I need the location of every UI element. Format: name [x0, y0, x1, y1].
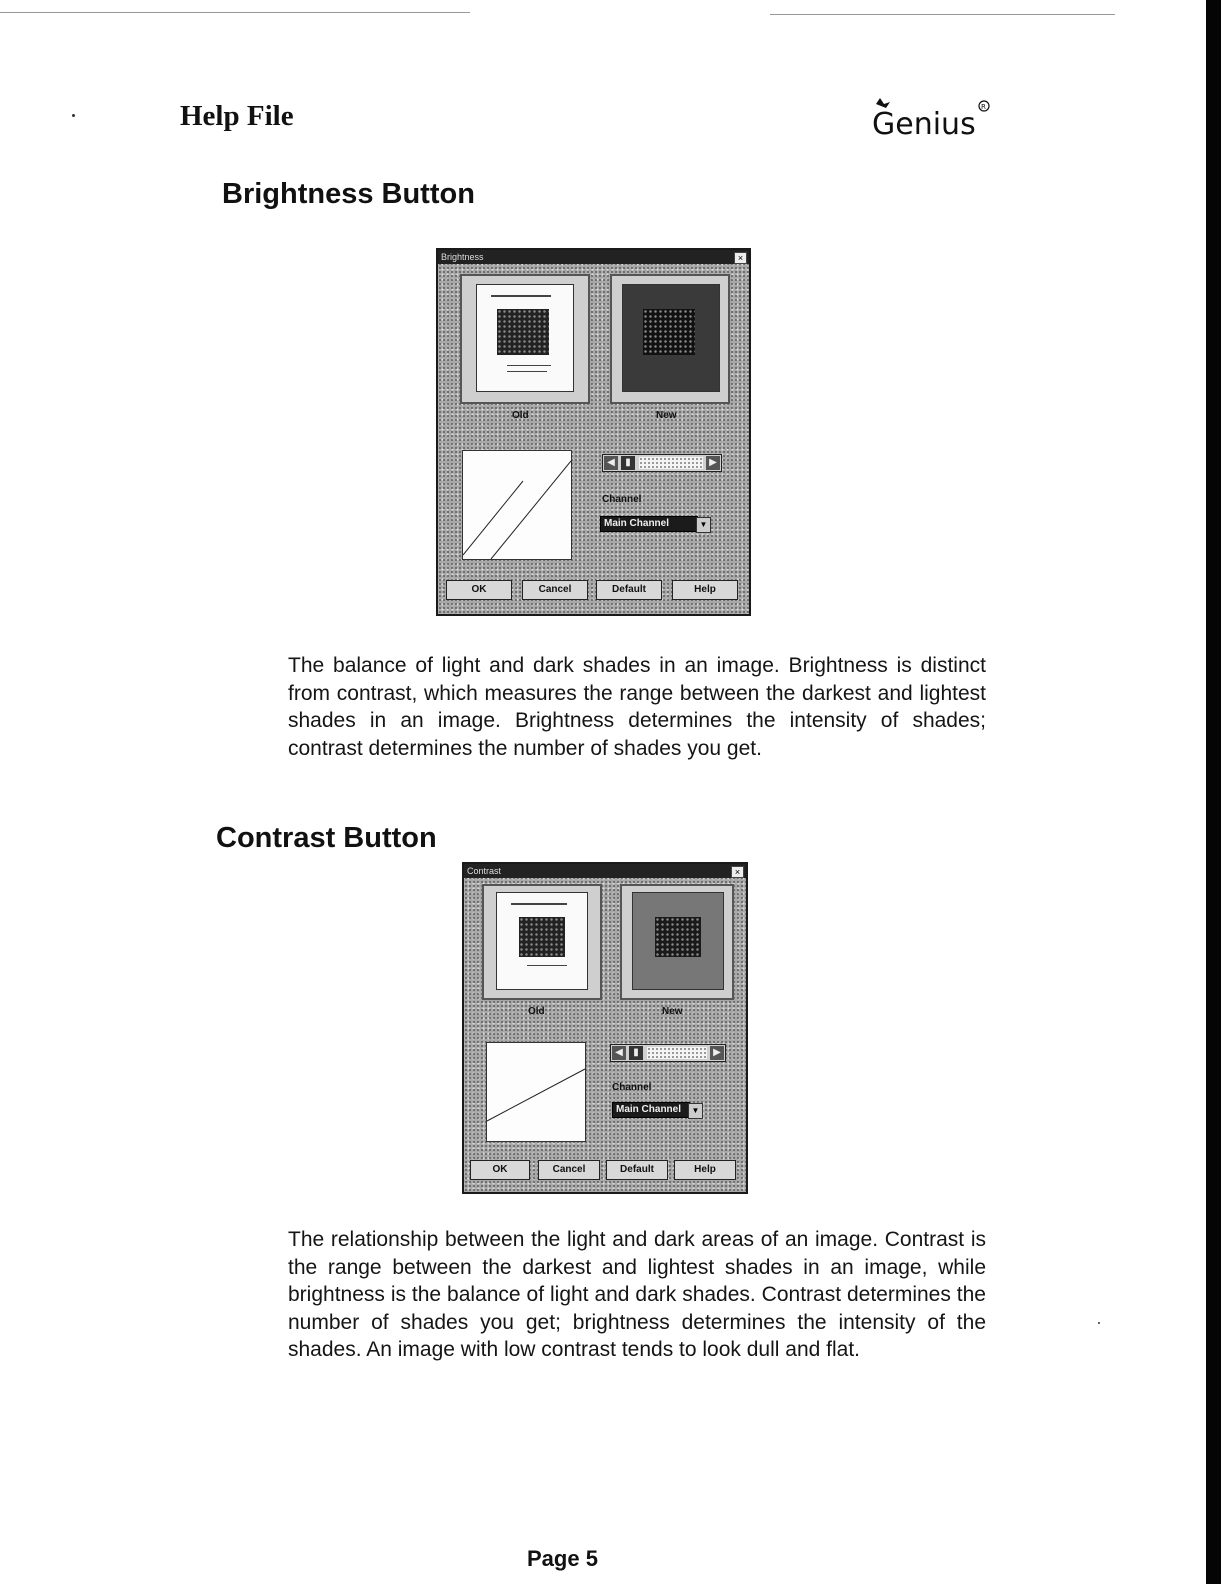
new-preview — [610, 274, 730, 404]
contrast-description: The relationship between the light and dark areas of an image. Contrast is the range between the darkest and lightest shades in an image, while brightness is the balance of light and dark shades. Contrast determines the number of shades you get; brightness determines the intensity of the shades. An image with low contrast tends to look dull and flat. — [288, 1228, 986, 1361]
slider-thumb[interactable]: ▮ — [621, 456, 635, 470]
chevron-down-icon[interactable]: ▼ — [688, 1103, 703, 1119]
slider-left-arrow-icon[interactable]: ◀ — [604, 456, 618, 470]
channel-label: Channel — [602, 494, 642, 505]
slider-left-arrow-icon[interactable]: ◀ — [612, 1046, 626, 1060]
cancel-button[interactable]: Cancel — [538, 1160, 600, 1180]
brightness-curve-graph — [462, 450, 572, 560]
preview-image — [497, 309, 549, 355]
cancel-button[interactable]: Cancel — [522, 580, 588, 600]
scan-edge-line-right — [770, 14, 1115, 15]
brightness-curve — [463, 451, 571, 559]
channel-dropdown[interactable] — [612, 1102, 700, 1118]
preview-text-line — [511, 903, 567, 905]
close-icon[interactable]: × — [734, 252, 747, 264]
channel-dropdown[interactable] — [600, 516, 708, 532]
default-button[interactable]: Default — [596, 580, 662, 600]
page-number: Page 5 — [527, 1546, 598, 1571]
ok-button[interactable]: OK — [446, 580, 512, 600]
preview-text-line — [491, 295, 551, 297]
dialog-titlebar — [464, 864, 746, 878]
brightness-dialog — [436, 248, 751, 616]
preview-text-line — [507, 365, 551, 366]
section-heading-contrast: Contrast Button — [216, 822, 437, 854]
new-label: New — [656, 410, 677, 421]
new-preview — [620, 884, 734, 1000]
dialog-titlebar — [438, 250, 749, 264]
contrast-curve-graph — [486, 1042, 586, 1142]
contrast-slider[interactable] — [610, 1044, 726, 1062]
help-button[interactable]: Help — [672, 580, 738, 600]
chevron-down-icon[interactable]: ▼ — [696, 517, 711, 533]
ok-button[interactable]: OK — [470, 1160, 530, 1180]
new-preview-page — [632, 892, 724, 990]
contrast-curve — [487, 1043, 585, 1141]
slider-thumb[interactable]: ▮ — [629, 1046, 643, 1060]
scan-dark-edge — [1206, 0, 1221, 1584]
preview-text-line — [527, 965, 567, 966]
old-label: Old — [528, 1006, 545, 1017]
preview-image — [519, 917, 565, 957]
old-preview — [460, 274, 590, 404]
scan-speck — [1098, 1322, 1100, 1324]
scan-speck — [72, 114, 75, 117]
old-preview — [482, 884, 602, 1000]
channel-value: Main Channel — [604, 518, 670, 529]
brightness-slider[interactable] — [602, 454, 722, 472]
contrast-dialog — [462, 862, 748, 1194]
svg-text:Genius: Genius — [872, 107, 976, 142]
brightness-description: The balance of light and dark shades in an image. Brightness is distinct from contrast, which measures the range between the darkest and lightest shades in an image. Brightness determines the intensity of shades; contrast determines the number of shades you get. — [288, 654, 986, 760]
dialog-title: Brightness — [441, 252, 484, 262]
genius-logo — [870, 96, 990, 144]
close-icon[interactable]: × — [731, 866, 744, 878]
old-label: Old — [512, 410, 529, 421]
new-preview-page — [622, 284, 720, 392]
preview-image — [655, 917, 701, 957]
dialog-title: Contrast — [467, 866, 502, 876]
help-button[interactable]: Help — [674, 1160, 736, 1180]
preview-text-line — [507, 371, 547, 372]
channel-label: Channel — [612, 1082, 652, 1093]
default-button[interactable]: Default — [606, 1160, 668, 1180]
section-heading-brightness: Brightness Button — [222, 178, 475, 210]
old-preview-page — [476, 284, 574, 392]
slider-track[interactable] — [647, 1047, 707, 1059]
svg-text:R: R — [981, 103, 986, 111]
slider-right-arrow-icon[interactable]: ▶ — [706, 456, 720, 470]
channel-value: Main Channel — [616, 1104, 682, 1115]
old-preview-page — [496, 892, 588, 990]
scan-edge-line-left — [0, 12, 470, 13]
slider-track[interactable] — [639, 457, 703, 469]
slider-right-arrow-icon[interactable]: ▶ — [710, 1046, 724, 1060]
new-label: New — [662, 1006, 683, 1017]
preview-image — [643, 309, 695, 355]
page-header-title: Help File — [180, 100, 294, 132]
